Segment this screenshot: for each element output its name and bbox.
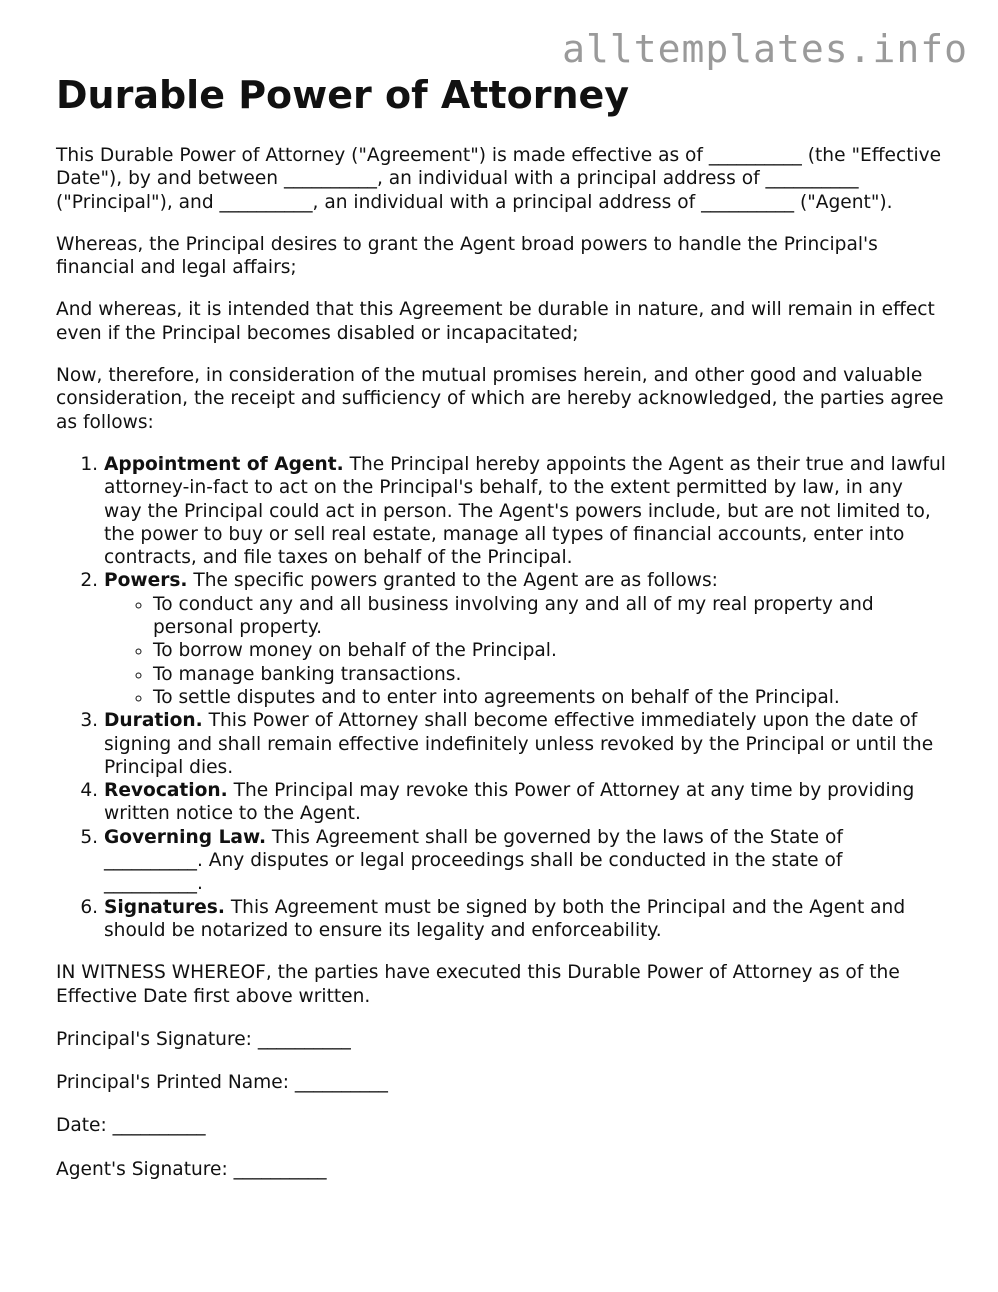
agent-signature-line: Agent's Signature: __________ (56, 1158, 327, 1180)
section-text: This Agreement shall be governed by the laws of the State of __________. Any disputes or legal proceedings shall be conducted in the state of __________. (104, 826, 843, 895)
power-item: ◦ To borrow money on behalf of the Principal. (153, 639, 946, 662)
section-governing-law (104, 826, 946, 896)
section-text: The Principal hereby appoints the Agent as their true and lawful attorney-in-fact to act on the Principal's behalf, to the extent permitted by law, in any way the Principal could act in person. The Agent's powers include, but are not limited to, the power to buy or sell real estate, manage all types of financial accounts, enter into contracts, and file taxes on behalf of the Principal. (104, 453, 946, 569)
section-heading: Duration. (104, 710, 203, 732)
powers-list (104, 593, 946, 709)
document-page (56, 72, 946, 1181)
section-duration (104, 709, 946, 779)
section-heading: Signatures. (104, 896, 225, 918)
section-text: This Agreement must be signed by both the Principal and the Agent and should be notarized to ensure its legality and enforceability. (104, 896, 906, 941)
section-text: The specific powers granted to the Agent are as follows: (187, 570, 718, 592)
section-heading: Revocation. (104, 780, 228, 802)
section-heading: Appointment of Agent. (104, 453, 344, 475)
watermark: alltemplates.info (562, 27, 968, 71)
witness-paragraph: IN WITNESS WHEREOF, the parties have executed this Durable Power of Attorney as of the Effective Date first above written. (56, 962, 900, 1007)
document-title: Durable Power of Attorney (56, 73, 630, 117)
principal-signature-line: Principal's Signature: __________ (56, 1028, 351, 1050)
power-item: ◦ To manage banking transactions. (153, 663, 946, 686)
section-text: The Principal may revoke this Power of Attorney at any time by providing written notice to the Agent. (104, 780, 915, 825)
section-heading: Governing Law. (104, 826, 267, 848)
section-appointment (104, 453, 946, 569)
intro-paragraph: This Durable Power of Attorney ("Agreement") is made effective as of __________ (the "Effective Date"), by and between __________, an individual with a principal address of __________ ("Principal"), and __________, an individual with a principal address of __________ ("Agent"). (56, 145, 942, 213)
whereas-paragraph-1: Whereas, the Principal desires to grant the Agent broad powers to handle the Principal's financial and legal affairs; (56, 233, 878, 279)
section-text: This Power of Attorney shall become effective immediately upon the date of signing and shall remain effective indefinitely unless revoked by the Principal or until the Principal dies. (104, 710, 934, 778)
power-item: ◦ To settle disputes and to enter into agreements on behalf of the Principal. (153, 686, 946, 709)
sections-list (56, 453, 946, 942)
date-line: Date: __________ (56, 1115, 206, 1137)
section-powers (104, 569, 946, 709)
whereas-paragraph-2: And whereas, it is intended that this Agreement be durable in nature, and will remain in effect even if the Principal becomes disabled or incapacitated; (56, 299, 935, 344)
now-therefore-paragraph: Now, therefore, in consideration of the mutual promises herein, and other good and valuable consideration, the receipt and sufficiency of which are hereby acknowledged, the parties agree as follows: (56, 365, 944, 433)
power-item: ◦ To conduct any and all business involving any and all of my real property and personal property. (153, 593, 946, 640)
section-heading: Powers. (104, 570, 188, 592)
principal-printed-name-line: Principal's Printed Name: __________ (56, 1072, 388, 1094)
section-revocation (104, 779, 946, 826)
section-signatures (104, 896, 946, 943)
